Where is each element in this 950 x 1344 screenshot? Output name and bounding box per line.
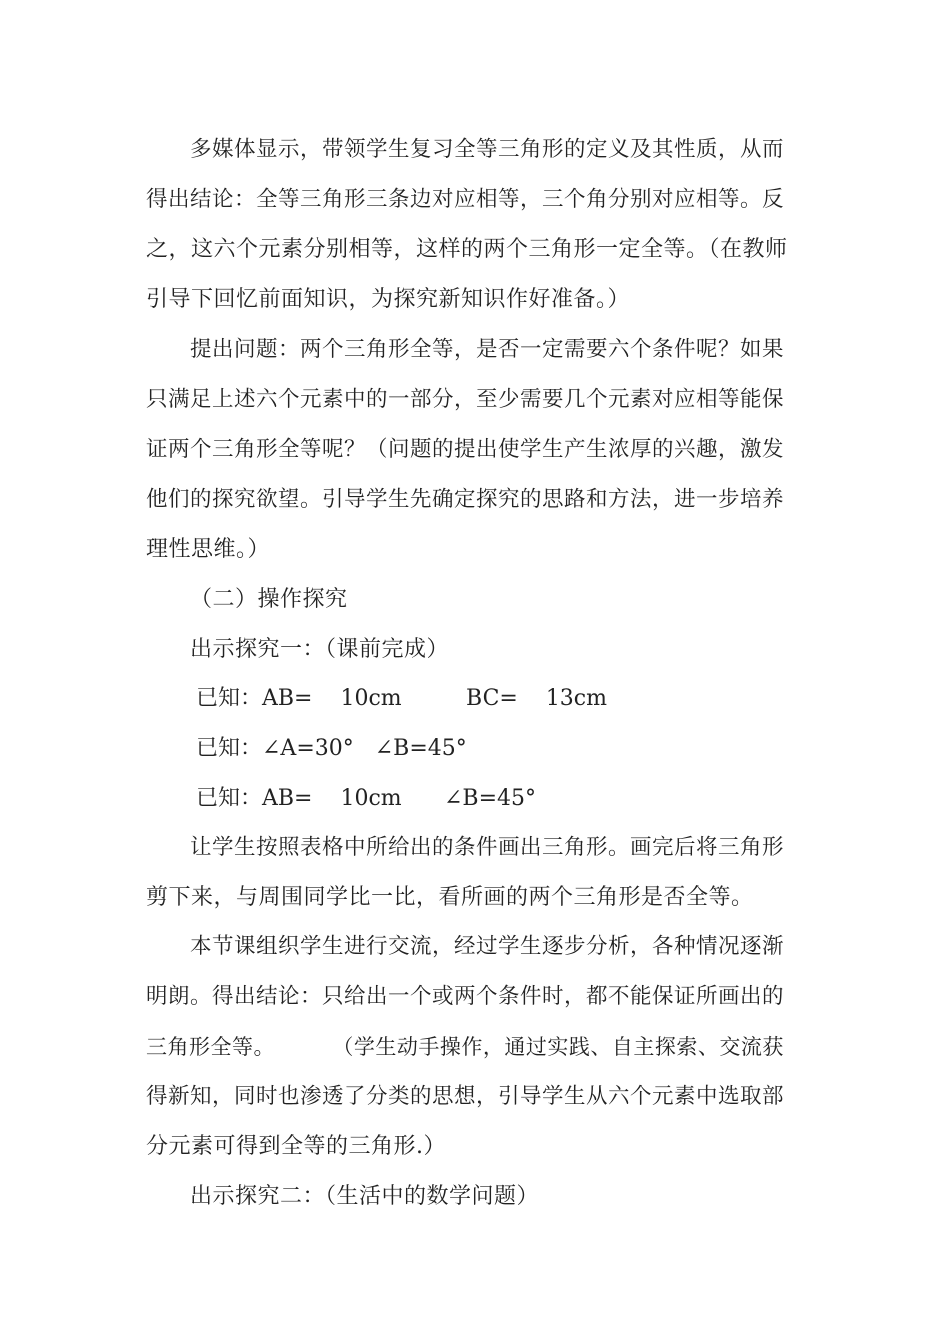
exploration-heading: 出示探究一：（课前完成）	[190, 637, 450, 662]
paragraph-line: 让学生按照表格中所给出的条件画出三角形。画完后将三角形	[190, 835, 785, 860]
paragraph-line: 本节课组织学生进行交流，经过学生逐步分析，各种情况逐渐	[190, 934, 785, 959]
section-heading: （二）操作探究	[190, 587, 348, 612]
given-condition: 已知：AB= 10cm	[196, 686, 402, 711]
paragraph-line: 多媒体显示，带领学生复习全等三角形的定义及其性质，从而	[190, 137, 785, 162]
exploration-heading: 出示探究二：（生活中的数学问题）	[190, 1184, 540, 1209]
given-condition: 已知：∠A=30° ∠B=45°	[196, 736, 467, 761]
paragraph-line: 剪下来，与周围同学比一比，看所画的两个三角形是否全等。	[146, 885, 754, 910]
paragraph-line: 分元素可得到全等的三角形.）	[146, 1134, 446, 1159]
paragraph-line: 引导下回忆前面知识，为探究新知识作好准备。）	[146, 287, 631, 312]
paragraph-line: 他们的探究欲望。引导学生先确定探究的思路和方法，进一步培养	[146, 487, 785, 512]
paragraph-line: 三角形全等。 （学生动手操作，通过实践、自主探索、交流获	[146, 1035, 784, 1059]
paragraph-line: 提出问题：两个三角形全等，是否一定需要六个条件呢？如果	[190, 337, 785, 362]
paragraph-line: 理性思维。）	[146, 537, 271, 562]
paragraph-line: 证两个三角形全等呢？（问题的提出使学生产生浓厚的兴趣，激发	[146, 437, 785, 462]
paragraph-line: 得出结论：全等三角形三条边对应相等，三个角分别对应相等。反	[146, 187, 785, 212]
given-condition: ∠B=45°	[444, 786, 537, 811]
paragraph-line: 明朗。得出结论：只给出一个或两个条件时，都不能保证所画出的	[146, 984, 785, 1009]
given-condition: BC= 13cm	[466, 686, 607, 711]
given-condition: 已知：AB= 10cm	[196, 786, 402, 811]
paragraph-line: 之，这六个元素分别相等，这样的两个三角形一定全等。（在教师	[146, 237, 788, 262]
paragraph-line: 只满足上述六个元素中的一部分，至少需要几个元素对应相等能保	[146, 387, 785, 412]
paragraph-line: 得新知，同时也渗透了分类的思想，引导学生从六个元素中选取部	[146, 1084, 785, 1109]
